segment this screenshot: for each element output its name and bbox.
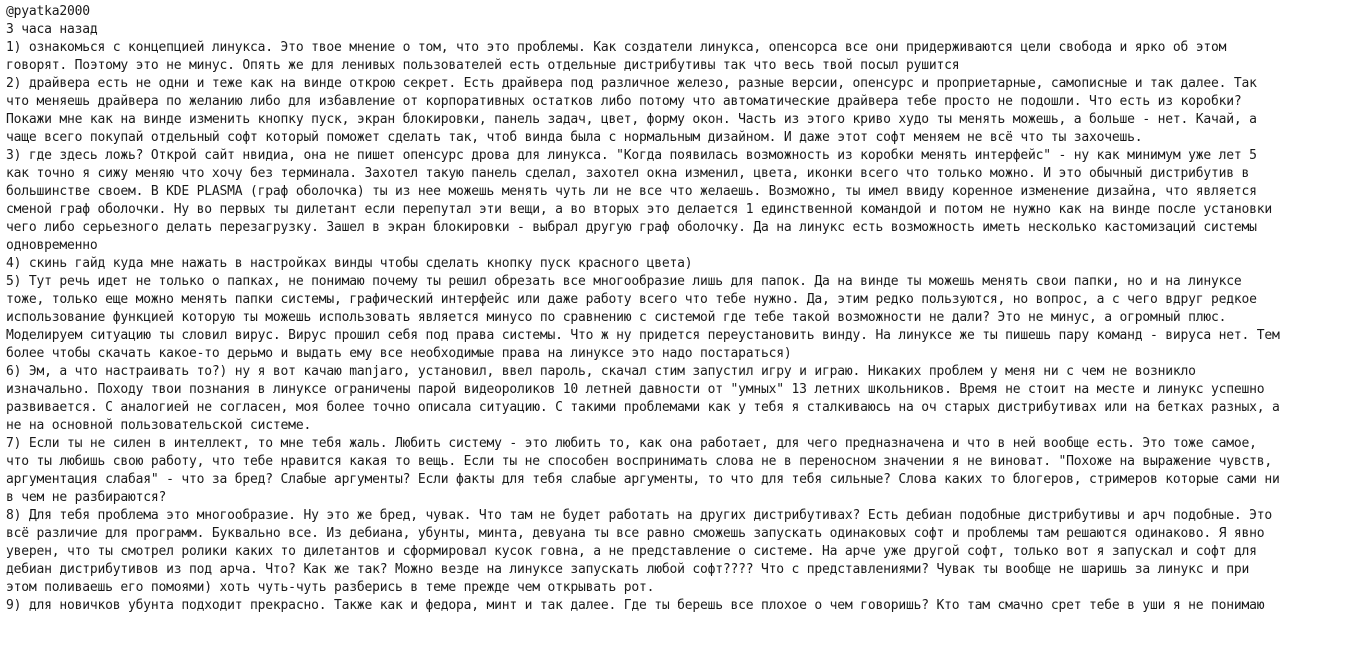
comment-text-line: 3) где здесь ложь? Открой сайт нвидиа, она не пишет опенсурс дрова для линукса. "Когда появилась возможность из коробки менять интерфейс" - ну как минимум уже лет 5: [6, 148, 1257, 163]
comment-text-line: дебиан дистрибутивов из под арча. Что? Как же так? Можно везде на линуксе запускать любой софт???? Что с представлениями? Чувак ты вообще не шаришь за линукс и при: [6, 562, 1250, 577]
comment-text-line: как точно я сижу меняю что хочу без терминала. Захотел такую панель сделал, захотел окна изменил, цвета, иконки всего что только можно. И это обычный дистрибутив в: [6, 166, 1250, 181]
comment-text-line: Покажи мне как на винде изменить кнопку пуск, экран блокировки, панель задач, цвет, форму окон. Часть из этого криво худо ты менять можешь, а больше - нет. Качай, а: [6, 112, 1257, 127]
comment-text-line: одновременно: [6, 238, 98, 253]
comment-text-line: 9) для новичков убунта подходит прекрасно. Также как и федора, минт и так далее. Где ты берешь все плохое о чем говоришь? Кто там смачно срет тебе в уши я не понимаю: [6, 598, 1265, 613]
comment-text-line: Моделируем ситуацию ты словил вирус. Вирус прошил себя под права системы. Что ж ну придется переустановить винду. На линуксе же ты пишешь пару команд - вируса нет. Тем: [6, 328, 1280, 343]
comment-text-line: уверен, что ты смотрел ролики каких то дилетантов и сформировал кусок говна, а не представление о системе. На арче уже другой софт, только вот я запускал и софт для: [6, 544, 1257, 559]
comment-text-line: 8) Для тебя проблема это многообразие. Ну это же бред, чувак. Что там не будет работать на других дистрибутивах? Есть дебиан подобные дистрибутивы и арч подобные. Это: [6, 508, 1273, 523]
comment-text-line: тоже, только еще можно менять папки системы, графический интерфейс или даже работу всего что тебе нужно. Да, этим редко пользуются, но вопрос, а с чего вдруг редкое: [6, 292, 1257, 307]
comment-text-line: 4) скинь гайд куда мне нажать в настройках винды чтобы сделать кнопку пуск красного цвета): [6, 256, 693, 271]
comment-text-line: 2) драйвера есть не одни и теже как на винде открою секрет. Есть драйвера под различное железо, разные версии, опенсурс и проприетарные, самописные и так далее. Так: [6, 76, 1257, 91]
comment-text-line: большинстве своем. В KDE PLASMA (граф оболочка) ты из нее можешь менять чуть ли не все что желаешь. Возможно, ты имел ввиду коренное изменение дизайна, что является: [6, 184, 1257, 199]
comment-text-line: что меняешь драйвера по желанию либо для избавление от корпоративных остатков либо потому что автоматические драйвера тебе просто не подошли. Что есть из коробки?: [6, 94, 1242, 109]
comment-text-line: изначально. Походу твои познания в линуксе ограничены парой видеороликов 10 летней давности от "умных" 13 летних школьников. Время не стоит на месте и линукс успешно: [6, 382, 1265, 397]
comment-text-line: этом поливаешь его помоями) хоть чуть-чуть разберись в теме прежде чем открывать рот.: [6, 580, 655, 595]
comment-text-line: 1) ознакомься с концепцией линукса. Это твое мнение о том, что это проблемы. Как создатели линукса, опенсорса все они придерживаются цели свобода и ярко об этом: [6, 40, 1227, 55]
comment-text-line: что ты любишь свою работу, что тебе нравится какая то вещь. Если ты не способен воспринимать слова не в переносном значении я не виноват. "Похоже на выражение чувств,: [6, 454, 1273, 469]
comment-text-line: 6) Эм, а что настраивать то?) ну я вот качаю manjaro, установил, ввел пароль, скачал стим запустил игру и играю. Никаких проблем у меня ни с чем не возникло: [6, 364, 1196, 379]
comment-text-line: не на основной пользовательской системе.: [6, 418, 312, 433]
comment-text-line: 7) Если ты не силен в интеллект, то мне тебя жаль. Любить систему - это любить то, как она работает, для чего предназначена и что в ней вообще есть. Это тоже самое,: [6, 436, 1257, 451]
comment-text-line: в чем не разбираются?: [6, 490, 167, 505]
comment-text-line: более чтобы скачать какое-то дерьмо и выдать ему все необходимые права на линуксе это надо постараться): [6, 346, 792, 361]
comment-author[interactable]: @pyatka2000: [6, 4, 90, 19]
comment-text-line: чаще всего покупай отдельный софт который поможет сделать так, чтоб винда была с нормальным дизайном. И даже этот софт меняем не всё что ты захочешь.: [6, 130, 1143, 145]
comment-text-line: говорят. Поэтому это не минус. Опять же для ленивых пользователей есть отдельные дистрибутивы так что весь твой посыл рушится: [6, 58, 960, 73]
comment-text-line: 5) Тут речь идет не только о папках, не понимаю почему ты решил обрезать все многообразие лишь для папок. Да на винде ты можешь менять свои папки, но и на линуксе: [6, 274, 1242, 289]
comment-text-line: сменой граф оболочки. Ну во первых ты дилетант если перепутал эти вещи, а во вторых это делается 1 единственной командой и потом не нужно как на винде после установки: [6, 202, 1273, 217]
comment-body: [6, 39, 1341, 615]
comment-text-line: использование функцией которую ты можешь использовать является минусо по сравнению с системой где тебе такой возможности не дали? Это не минус, а огромный плюс.: [6, 310, 1227, 325]
comment-text-line: чего либо серьезного делать перезагрузку. Зашел в экран блокировки - выбрал другую граф оболочку. Да на линукс есть возможность иметь несколько кастомизаций системы: [6, 220, 1257, 235]
comment-text-line: всё различие для программ. Буквально все. Из дебиана, убунты, минта, девуана ты все равно сможешь запускать одинаковых софт и проблемы там решаются одинаково. Я явно: [6, 526, 1265, 541]
comment-timestamp: 3 часа назад: [6, 22, 98, 37]
comment-text-line: аргументация слабая" - что за бред? Слабые аргументы? Если факты для тебя слабые аргументы, то что для тебя сильные? Слова каких то блогеров, стримеров которые сами ни: [6, 472, 1280, 487]
comment-text-line: развивается. С аналогией не согласен, моя более точно описала ситуацию. С такими проблемами как у тебя я сталкиваюсь на оч старых дистрибутивах или на бетках разных, а: [6, 400, 1280, 415]
